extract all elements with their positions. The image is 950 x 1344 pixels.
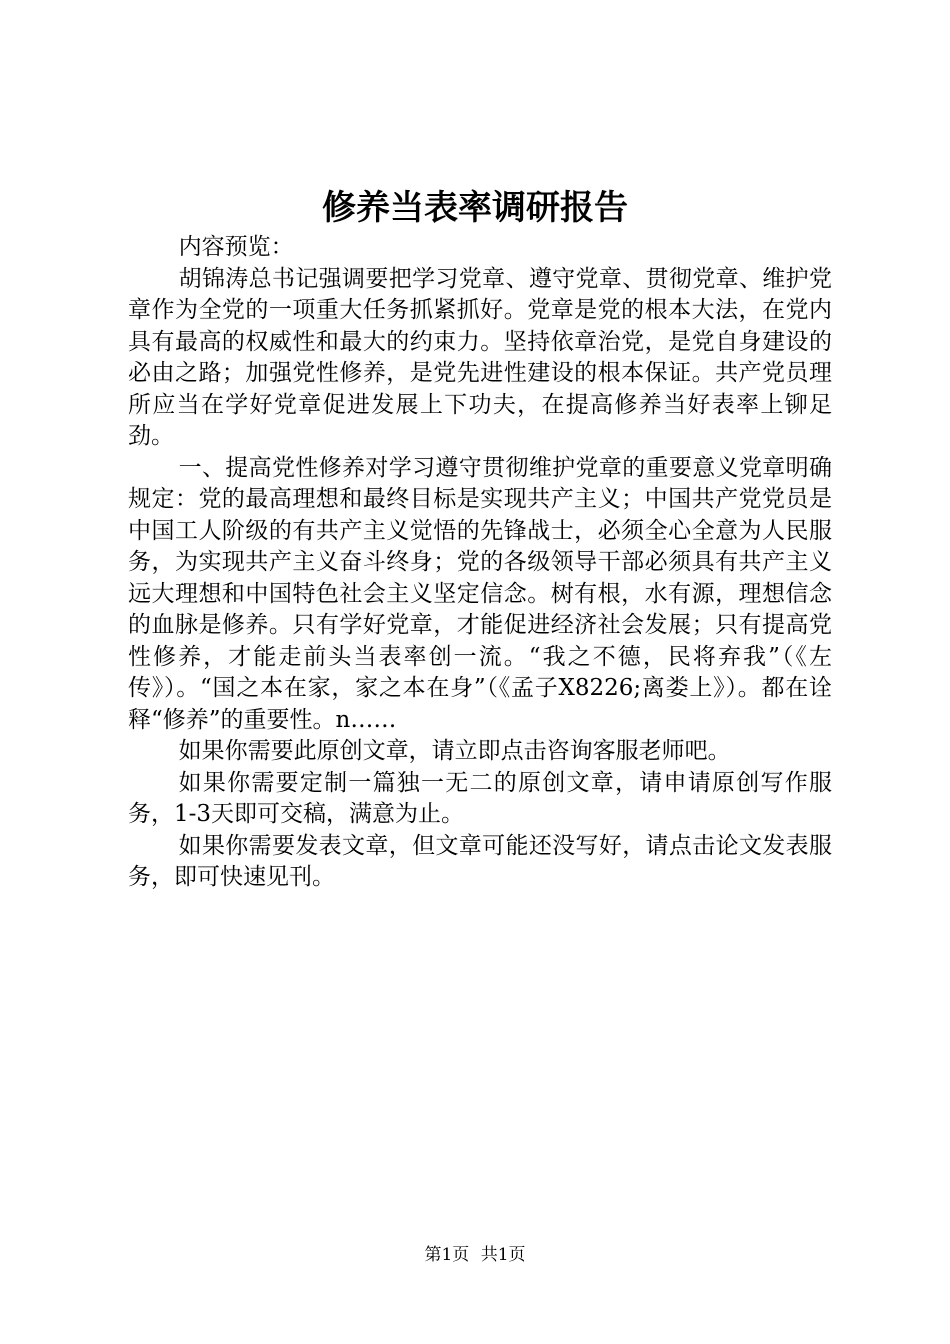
page-number-total: 共1页 (480, 1245, 526, 1265)
document-body (128, 232, 832, 894)
paragraph-intro: 胡锦涛总书记强调要把学习党章、遵守党章、贯彻党章、维护党章作为全党的一项重大任务抓紧抓好。党章是党的根本大法，在党内具有最高的权威性和最大的约束力。坚持依章治党，是党自身建设的必由之路；加强党性修养，是党先进性建设的根本保证。共产党员理所应当在学好党章促进发展上下功夫，在提高修养当好表率上铆足劲。 (128, 265, 832, 449)
page-footer (0, 1244, 950, 1266)
page-number-current: 第1页 (424, 1245, 470, 1265)
paragraph-consult-link[interactable]: 如果你需要此原创文章，请立即点击咨询客服老师吧。 (178, 738, 731, 764)
paragraph-publish-link[interactable]: 如果你需要发表文章，但文章可能还没写好，请点击论文发表服务，即可快速见刊。 (128, 832, 832, 890)
paragraph-custom-writing-link[interactable]: 如果你需要定制一篇独一无二的原创文章，请申请原创写作服务，1-3天即可交稿，满意为止。 (128, 769, 832, 827)
page-title: 修养当表率调研报告 (322, 188, 628, 228)
paragraph-preview-label: 内容预览： (178, 234, 294, 260)
paragraph-section-one: 一、提高党性修养对学习遵守贯彻维护党章的重要意义党章明确规定：党的最高理想和最终目标是实现共产主义；中国共产党党员是中国工人阶级的有共产主义觉悟的先锋战士，必须全心全意为人民服务，为实现共产主义奋斗终身；党的各级领导干部必须具有共产主义远大理想和中国特色社会主义坚定信念。树有根，水有源，理想信念的血脉是修养。只有学好党章，才能促进经济社会发展；只有提高党性修养，才能走前头当表率创一流。“我之不德，民将弃我”（《左传》）。“国之本在家，家之本在身”（《孟子X8226;离娄上》）。都在诠释“修养”的重要性。n…… (128, 454, 832, 733)
